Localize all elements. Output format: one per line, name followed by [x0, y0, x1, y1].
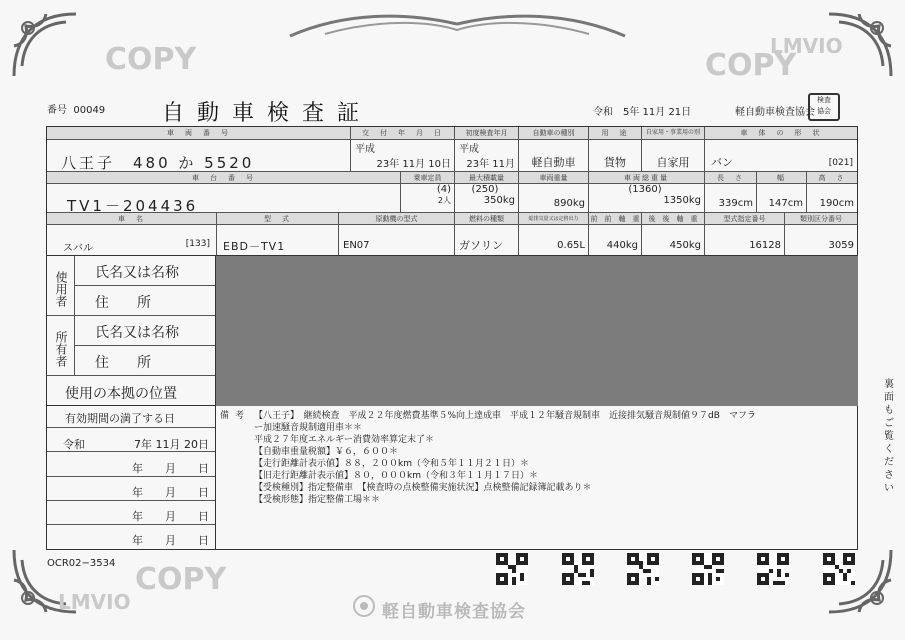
hdr-issue-date: 交 付 年 月 日 [351, 127, 455, 140]
remark-line: 平成２７年度エネルギー消費効率算定末了＊ [254, 435, 435, 445]
hdr-model: 型 式 [217, 213, 339, 225]
remark-line: 【八王子】 継続検査 平成２２年度燃費基準５%向上達成車 平成１２年騒音規制車 近接排気騒音規制値９７dB マフラ [254, 411, 756, 421]
owner-name-label: 氏名又は名称 [75, 316, 215, 346]
divider [47, 524, 215, 525]
issue-date-cell [351, 140, 455, 172]
first-era: 平成 [459, 144, 479, 155]
front-axle-value: 440kg [589, 225, 642, 255]
remarks-section [216, 406, 858, 550]
vehicle-weight: 890kg [519, 184, 589, 213]
hdr-capacity: 乗車定員 [401, 172, 455, 184]
blank-date: 年 月 日 [132, 510, 209, 523]
owner-group-label: 所有者 [47, 316, 75, 376]
expiry-label: 有効期間の満了する日 [47, 406, 215, 428]
private-commercial: 自家用 [642, 140, 705, 172]
serial-number: 番号 00049 [47, 105, 106, 116]
remark-line: 【旧走行距離計表示値】８０，０００km（令和３年１１月１７日）＊ [254, 471, 538, 481]
body-shape-value: バン [711, 156, 733, 169]
height-value: 190cm [807, 184, 857, 213]
hdr-width: 幅 [757, 172, 807, 184]
hdr-usage: 用 途 [589, 127, 642, 140]
association-logo-icon [352, 594, 376, 618]
max-load-cell [455, 184, 519, 213]
user-address-label: 住 所 [75, 286, 215, 316]
first-inspection-cell [455, 140, 519, 172]
divider [47, 476, 215, 477]
hdr-body: 車 体 の 形 状 [705, 127, 857, 140]
hdr-displacement: 総排気量又は定格出力 [519, 213, 589, 225]
hdr-max-load: 最大積載量 [455, 172, 519, 184]
redacted-block [216, 256, 858, 406]
issuer-seal-icon: 検査 協会 [808, 93, 840, 121]
qr-code-icon [823, 553, 855, 585]
capacity-paren: (4) [436, 184, 451, 195]
make-code: [133] [185, 239, 210, 249]
remarks-label: 備考 [220, 411, 251, 421]
hdr-height: 高 さ [807, 172, 857, 184]
footer-association: 軽自動車検査協会 [382, 602, 526, 622]
gross-weight-cell [589, 184, 705, 213]
remark-line: 【受検種別】指定整備車 【検査時の点検整備実施状況】点検整備記録簿記載あり＊ [254, 483, 592, 493]
class-no-value: 3059 [828, 240, 854, 251]
hdr-rear-axle: 後 後 軸 重 [642, 213, 705, 225]
vehicle-category: 軽自動車 [519, 140, 589, 172]
hdr-category: 自動車の種別 [519, 127, 589, 140]
vehicle-info-grid [46, 126, 858, 256]
watermark: LMVIO [770, 34, 843, 58]
remark-line: 【自動車重量税額】￥６，６００＊ [254, 447, 399, 457]
displacement-value: 0.65L [519, 225, 589, 255]
watermark: COPY [705, 48, 797, 83]
blank-date: 年 月 日 [132, 534, 209, 547]
blank-date: 年 月 日 [132, 486, 209, 499]
hdr-private: 自家用・事業用の別 [642, 127, 705, 140]
remark-line: 【走行距離計表示値】８８，２００km（令和５年１１月２１日）＊ [254, 459, 529, 469]
expiry-date-row [47, 428, 215, 452]
watermark: LMVIO [58, 590, 131, 614]
type-no-value: 16128 [705, 225, 785, 255]
first-date: 23年 11月 [466, 159, 515, 170]
body-shape [705, 140, 857, 172]
user-group-label: 使用者 [47, 256, 75, 316]
hdr-fuel: 燃料の種類 [455, 213, 519, 225]
vehicle-usage: 貨物 [589, 140, 642, 172]
make-value: スバル [63, 243, 93, 254]
gross-weight-paren: (1360) [628, 184, 662, 195]
issue-date: 令和 5年 11月 21日 [593, 107, 692, 118]
gross-weight-value: 1350kg [663, 195, 701, 206]
page-title: 自動車検査証 [162, 101, 373, 126]
engine-value: EN07 [339, 225, 455, 255]
ocr-code: OCR02−3534 [47, 558, 116, 569]
qr-code-icon [627, 553, 659, 585]
divider [47, 500, 215, 501]
issue-date-value: 23年 11月 10日 [376, 159, 451, 170]
corner-ornament-icon [6, 6, 86, 86]
blank-date: 年 月 日 [132, 462, 209, 475]
capacity-value: 2人 [437, 196, 451, 205]
qr-code-icon [692, 553, 724, 585]
max-load-value: 350kg [483, 195, 515, 206]
hdr-length: 長 さ [705, 172, 757, 184]
plate-number: 八王子 480 か 5520 [47, 140, 351, 172]
hdr-weight: 車両重量 [519, 172, 589, 184]
qr-code-icon [757, 553, 789, 585]
user-name-label: 氏名又は名称 [75, 256, 215, 286]
hdr-plate: 車 両 番 号 [47, 127, 351, 140]
make-cell [47, 225, 217, 255]
base-location-label: 使用の本拠の位置 [65, 386, 177, 402]
body-shape-code: [021] [828, 158, 853, 168]
hdr-engine: 原動機の型式 [339, 213, 455, 225]
qr-code-icon [562, 553, 594, 585]
capacity-cell [401, 184, 455, 213]
max-load-paren: (250) [471, 184, 499, 195]
chassis-number: TV1－204436 [47, 184, 401, 213]
watermark: COPY [105, 42, 197, 77]
expiry-section [46, 406, 216, 550]
hdr-first-inspection: 初度検査年月 [455, 127, 519, 140]
hdr-front-axle: 前 前 軸 重 [589, 213, 642, 225]
watermark: COPY [135, 562, 227, 597]
hdr-type-no: 型式指定番号 [705, 213, 785, 225]
qr-code-icon [496, 553, 528, 585]
length-value: 339cm [705, 184, 757, 213]
hdr-class-no: 類別区分番号 [785, 213, 857, 225]
issue-era: 平成 [355, 144, 375, 155]
expiry-era: 令和 [63, 438, 85, 451]
hdr-gross: 車両総重量 [589, 172, 705, 184]
width-value: 147cm [757, 184, 807, 213]
rear-axle-value: 450kg [642, 225, 705, 255]
remark-line: ー加速騒音規制適用車＊＊ [254, 423, 363, 433]
side-note: 裏面もご覧ください [884, 379, 894, 494]
issuer-name: 軽自動車検査協会 [735, 107, 815, 118]
fuel-value: ガソリン [455, 225, 519, 255]
owner-user-labels [46, 256, 216, 406]
expiry-date: 7年 11月 20日 [134, 438, 209, 451]
hdr-make: 車 名 [47, 213, 217, 225]
model-value: EBD－TV1 [217, 225, 339, 255]
top-ornament-icon [285, 8, 630, 40]
hdr-chassis: 車 台 番 号 [47, 172, 401, 184]
remark-line: 【受検形態】指定整備工場＊＊ [254, 495, 381, 505]
owner-address-label: 住 所 [75, 346, 215, 376]
